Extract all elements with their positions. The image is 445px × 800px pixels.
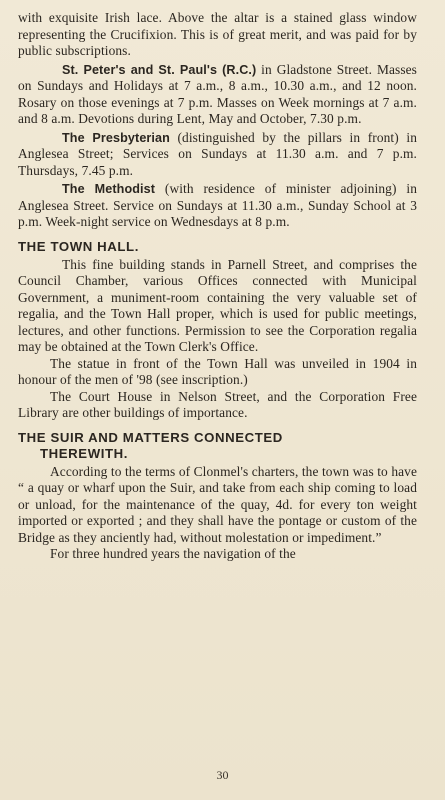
section-heading-town-hall: THE TOWN HALL.	[18, 238, 139, 254]
section-heading-suir-line2: THEREWITH.	[40, 445, 129, 461]
town-hall-paragraph: This fine building stands in Parnell Street, and comprises the Council Chamber, various Offices connected with Municipal Government, a muniment-room containing the very valuable set of regalia, and the Town Hall proper, which is used for public meetings, lectures, and other functions. Permission to see the Corporation regalia may be obtained at the Town Clerk's Office.	[18, 256, 417, 354]
town-hall-paragraph: The Court House in Nelson Street, and the Corporation Free Library are other buildings of importance.	[18, 388, 417, 420]
church-details: (distinguished by the pillars in front) in Anglesea Street; Services on Sundays at 11.30 a.m. and 7 p.m. Thursdays, 7.45 p.m.	[18, 129, 417, 178]
town-hall-paragraph: The statue in front of the Town Hall was unveiled in 1904 in honour of the men of '98 (see inscription.)	[18, 355, 417, 387]
church-entry	[18, 62, 417, 128]
church-details: (with residence of minister adjoining) in Anglesea Street. Service on Sundays at 11.30 a.m., Sunday School at 3 p.m. Week-night service on Wednesdays at 8 p.m.	[18, 181, 417, 229]
church-entry	[18, 130, 417, 180]
page-number: 30	[216, 768, 229, 782]
church-name: The Methodist	[62, 182, 156, 196]
section-heading-suir	[18, 430, 417, 462]
church-entry	[18, 181, 417, 231]
church-name: St. Peter's and St. Paul's (R.C.)	[62, 62, 257, 77]
church-name: The Presbyterian	[62, 130, 170, 145]
section-heading-suir-line1: THE SUIR AND MATTERS CONNECTED	[18, 429, 283, 445]
church-details: in Gladstone Street. Masses on Sundays and Holidays at 7 a.m., 8 a.m., 10.30 a.m., and 12 noon. Rosary on those evenings at 7 p.m. Masses on Week mornings at 7 a.m. and 8 a.m. Devotions during Lent, May and October, 7.30 p.m.	[18, 61, 417, 126]
intro-paragraph: with exquisite Irish lace. Above the altar is a stained glass window representing the Crucifixion. This is of great merit, and was paid for by public subscriptions.	[18, 10, 417, 58]
suir-paragraph: According to the terms of Clonmel's charters, the town was to have “ a quay or wharf upon the Suir, and take from each ship coming to load or unload, for the maintenance of the quay, 4d. for every ton weight imported or exported ; and they shall have the pontage or custom of the Bridge as they anciently had, without molestation or impediment.”	[18, 463, 417, 545]
suir-paragraph: For three hundred years the navigation of the	[50, 546, 296, 561]
